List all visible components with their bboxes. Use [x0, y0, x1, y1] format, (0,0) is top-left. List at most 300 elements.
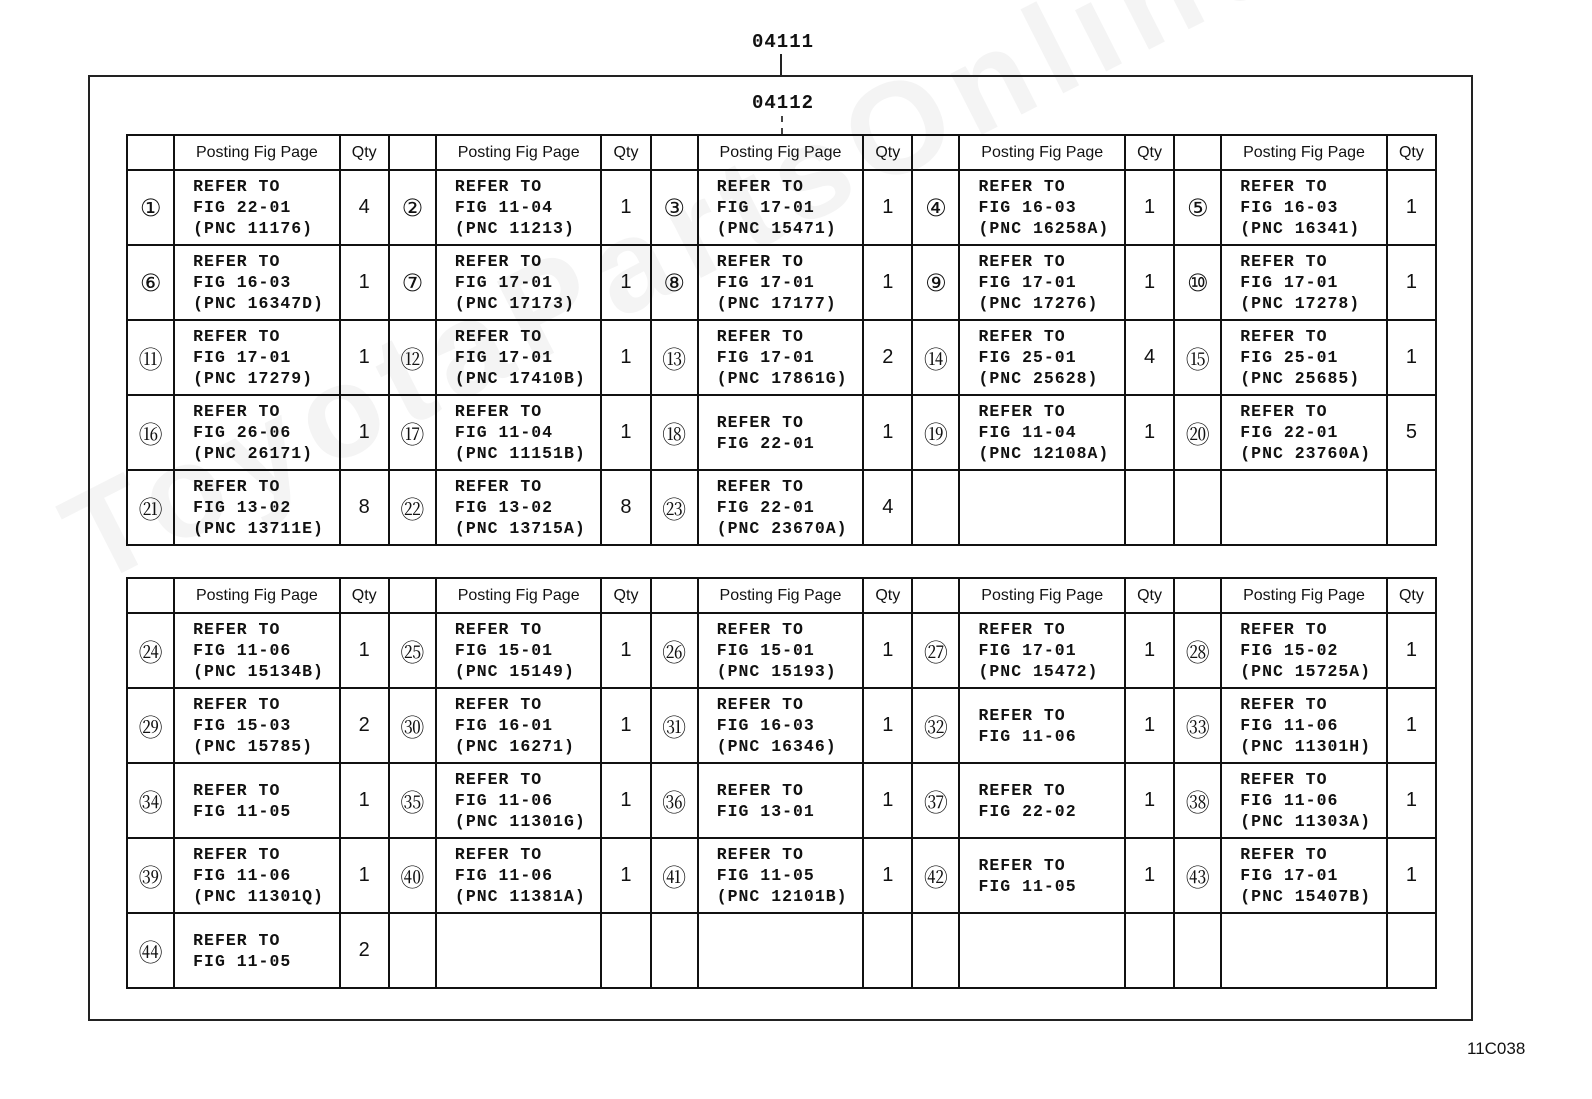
table-row — [127, 245, 1436, 320]
quantity: 8 — [601, 470, 650, 545]
header-item-number — [912, 135, 959, 170]
posting-reference — [436, 320, 602, 395]
reference-line: REFER TO — [454, 477, 543, 496]
item-number: ⑤ — [1174, 170, 1221, 245]
reference-line: FIG 13-02 — [193, 498, 292, 517]
reference-line: REFER TO — [1240, 770, 1328, 789]
reference-line: FIG 17-01 — [978, 641, 1077, 660]
header-item-number — [912, 578, 959, 613]
reference-line: REFER TO — [978, 855, 1066, 875]
quantity: 1 — [601, 688, 650, 763]
header-item-number — [389, 135, 436, 170]
quantity: 1 — [1387, 320, 1436, 395]
reference-line: REFER TO — [1240, 327, 1328, 346]
reference-line: FIG 16-03 — [716, 716, 815, 735]
posting-reference — [698, 320, 864, 395]
reference-line: (PNC 11301H) — [1240, 737, 1372, 756]
posting-reference — [436, 470, 602, 545]
posting-reference — [1221, 395, 1387, 470]
quantity: 1 — [1125, 613, 1174, 688]
quantity: 4 — [1125, 320, 1174, 395]
posting-reference — [436, 688, 602, 763]
quantity: 1 — [863, 763, 912, 838]
item-number: ㉛ — [651, 688, 698, 763]
reference-line: (PNC 11176) — [193, 219, 314, 238]
reference-line: (PNC 15149) — [454, 662, 575, 681]
posting-reference — [698, 763, 864, 838]
reference-line: (PNC 11301G) — [454, 812, 586, 831]
reference-line: FIG 11-06 — [1240, 791, 1339, 810]
reference-line: REFER TO — [978, 620, 1066, 639]
quantity: 1 — [601, 245, 650, 320]
posting-reference — [959, 688, 1125, 763]
reference-line: REFER TO — [454, 845, 543, 864]
item-number: ㉘ — [1174, 613, 1221, 688]
header-posting-fig-page: Posting Fig Page — [174, 135, 340, 170]
reference-line: REFER TO — [193, 780, 281, 800]
item-number: ⑧ — [651, 245, 698, 320]
posting-reference — [436, 170, 602, 245]
reference-line: (PNC 17177) — [716, 294, 837, 313]
reference-line: FIG 13-01 — [716, 801, 815, 821]
table-header-row — [127, 578, 1436, 613]
reference-line: FIG 16-03 — [193, 273, 292, 292]
table-row — [127, 838, 1436, 913]
header-qty: Qty — [601, 135, 650, 170]
header-item-number — [389, 578, 436, 613]
quantity: 1 — [1387, 838, 1436, 913]
reference-line: (PNC 13711E) — [193, 519, 324, 538]
item-number: ⑳ — [1174, 395, 1221, 470]
header-item-number — [127, 135, 174, 170]
item-number: ⑮ — [1174, 320, 1221, 395]
quantity: 1 — [601, 170, 650, 245]
reference-line: (PNC 15785) — [193, 737, 314, 756]
item-number: ㉓ — [651, 470, 698, 545]
reference-line: FIG 22-01 — [1240, 423, 1339, 442]
item-number: ㊴ — [127, 838, 174, 913]
reference-line: REFER TO — [978, 780, 1066, 800]
quantity: 1 — [1387, 763, 1436, 838]
reference-line: FIG 22-02 — [978, 801, 1077, 821]
posting-reference — [959, 838, 1125, 913]
reference-line: REFER TO — [454, 770, 543, 789]
quantity: 1 — [863, 245, 912, 320]
posting-reference — [698, 688, 864, 763]
posting-reference — [1221, 613, 1387, 688]
table-row — [127, 470, 1436, 545]
posting-reference — [959, 395, 1125, 470]
posting-reference — [698, 395, 864, 470]
reference-line: REFER TO — [193, 620, 281, 639]
reference-line: FIG 11-06 — [454, 866, 554, 885]
reference-line: FIG 13-02 — [454, 498, 554, 517]
item-number: ㉞ — [127, 763, 174, 838]
quantity: 1 — [601, 838, 650, 913]
item-number: ㉖ — [651, 613, 698, 688]
item-number: ㊲ — [912, 763, 959, 838]
reference-line: (PNC 16271) — [454, 737, 575, 756]
quantity — [1387, 470, 1436, 545]
header-qty: Qty — [1387, 135, 1436, 170]
reference-line: (PNC 11303A) — [1240, 812, 1372, 831]
reference-line: REFER TO — [1240, 252, 1328, 271]
quantity: 1 — [1387, 688, 1436, 763]
item-number: ⑩ — [1174, 245, 1221, 320]
header-posting-fig-page: Posting Fig Page — [174, 578, 340, 613]
reference-line: REFER TO — [978, 705, 1066, 725]
posting-reference — [698, 470, 864, 545]
header-posting-fig-page: Posting Fig Page — [959, 135, 1125, 170]
reference-line: FIG 11-05 — [716, 866, 815, 885]
reference-line: (PNC 11213) — [454, 219, 575, 238]
item-number: ㊶ — [651, 838, 698, 913]
reference-line: REFER TO — [193, 327, 281, 346]
reference-line: (PNC 17276) — [978, 294, 1099, 313]
header-posting-fig-page: Posting Fig Page — [1221, 578, 1387, 613]
quantity: 1 — [1125, 170, 1174, 245]
reference-line: (PNC 17861G) — [716, 369, 848, 388]
posting-reference — [1221, 320, 1387, 395]
item-number: ⑰ — [389, 395, 436, 470]
reference-line: REFER TO — [716, 780, 804, 800]
table-header-row — [127, 135, 1436, 170]
item-number: ㊸ — [1174, 838, 1221, 913]
header-posting-fig-page: Posting Fig Page — [698, 135, 864, 170]
quantity: 2 — [340, 913, 389, 988]
header-posting-fig-page: Posting Fig Page — [1221, 135, 1387, 170]
item-number — [651, 913, 698, 988]
reference-line: FIG 17-01 — [978, 273, 1077, 292]
reference-line: FIG 16-03 — [978, 198, 1077, 217]
posting-reference — [436, 763, 602, 838]
reference-line: REFER TO — [454, 252, 543, 271]
item-number: ㉜ — [912, 688, 959, 763]
reference-line: (PNC 11301Q) — [193, 887, 324, 906]
reference-line: REFER TO — [978, 327, 1066, 346]
reference-line: FIG 22-01 — [193, 198, 292, 217]
reference-line: FIG 17-01 — [454, 348, 554, 367]
item-number: ⑱ — [651, 395, 698, 470]
quantity: 1 — [601, 395, 650, 470]
reference-line: (PNC 17410B) — [454, 369, 586, 388]
reference-line: (PNC 11151B) — [454, 444, 586, 463]
reference-line: REFER TO — [454, 402, 543, 421]
reference-line: FIG 25-01 — [1240, 348, 1339, 367]
posting-reference — [436, 613, 602, 688]
reference-line: REFER TO — [716, 620, 804, 639]
item-number: ⑭ — [912, 320, 959, 395]
parts-reference-table-1 — [126, 134, 1437, 546]
posting-reference — [174, 613, 340, 688]
quantity: 1 — [601, 763, 650, 838]
posting-reference — [959, 470, 1125, 545]
reference-line: REFER TO — [1240, 620, 1328, 639]
item-number: ㉑ — [127, 470, 174, 545]
reference-line: FIG 17-01 — [716, 198, 815, 217]
posting-reference — [698, 245, 864, 320]
quantity: 1 — [863, 838, 912, 913]
quantity: 1 — [1387, 170, 1436, 245]
posting-reference — [436, 913, 602, 988]
item-number: ㊷ — [912, 838, 959, 913]
quantity — [1387, 913, 1436, 988]
header-posting-fig-page: Posting Fig Page — [698, 578, 864, 613]
item-number: ② — [389, 170, 436, 245]
reference-line: FIG 11-06 — [193, 641, 292, 660]
reference-line: FIG 15-02 — [1240, 641, 1339, 660]
item-number — [912, 913, 959, 988]
quantity: 5 — [1387, 395, 1436, 470]
reference-line: FIG 11-04 — [978, 423, 1077, 442]
reference-line: REFER TO — [1240, 695, 1328, 714]
quantity: 1 — [340, 763, 389, 838]
item-number: ㉙ — [127, 688, 174, 763]
quantity — [1125, 470, 1174, 545]
header-qty: Qty — [1125, 135, 1174, 170]
quantity: 1 — [340, 320, 389, 395]
header-posting-fig-page: Posting Fig Page — [959, 578, 1125, 613]
table-row — [127, 763, 1436, 838]
quantity: 1 — [340, 838, 389, 913]
reference-line: REFER TO — [193, 695, 281, 714]
reference-line: (PNC 12108A) — [978, 444, 1110, 463]
posting-reference — [698, 170, 864, 245]
header-item-number — [127, 578, 174, 613]
table-row — [127, 913, 1436, 988]
item-number: ㊹ — [127, 913, 174, 988]
header-posting-fig-page: Posting Fig Page — [436, 578, 602, 613]
reference-line: REFER TO — [978, 252, 1066, 271]
posting-reference — [1221, 763, 1387, 838]
posting-reference — [1221, 688, 1387, 763]
item-number: ㉗ — [912, 613, 959, 688]
reference-line: REFER TO — [716, 252, 804, 271]
item-number — [1174, 470, 1221, 545]
reference-line: (PNC 17279) — [193, 369, 314, 388]
reference-line: (PNC 25628) — [978, 369, 1099, 388]
reference-line: FIG 26-06 — [193, 423, 292, 442]
item-number: ① — [127, 170, 174, 245]
reference-line: FIG 11-06 — [454, 791, 554, 810]
header-qty: Qty — [340, 135, 389, 170]
item-number: ㊳ — [1174, 763, 1221, 838]
quantity: 1 — [863, 613, 912, 688]
reference-line: REFER TO — [193, 477, 281, 496]
quantity — [863, 913, 912, 988]
reference-line: FIG 11-04 — [454, 198, 554, 217]
reference-line: (PNC 26171) — [193, 444, 314, 463]
reference-line: REFER TO — [1240, 177, 1328, 196]
posting-reference — [959, 613, 1125, 688]
item-number: ㉝ — [1174, 688, 1221, 763]
reference-line: REFER TO — [716, 845, 804, 864]
quantity: 1 — [863, 170, 912, 245]
reference-line: FIG 17-01 — [454, 273, 554, 292]
item-number: ㉚ — [389, 688, 436, 763]
reference-line: FIG 15-03 — [193, 716, 292, 735]
posting-reference — [1221, 245, 1387, 320]
item-number: ⑬ — [651, 320, 698, 395]
posting-reference — [174, 245, 340, 320]
table-row — [127, 320, 1436, 395]
item-number — [1174, 913, 1221, 988]
reference-line: REFER TO — [454, 620, 543, 639]
reference-line: (PNC 15472) — [978, 662, 1099, 681]
posting-reference — [436, 838, 602, 913]
header-qty: Qty — [1125, 578, 1174, 613]
posting-reference — [436, 395, 602, 470]
reference-line: FIG 11-05 — [978, 876, 1077, 896]
posting-reference — [436, 245, 602, 320]
header-qty: Qty — [340, 578, 389, 613]
quantity — [601, 913, 650, 988]
reference-line: (PNC 16346) — [716, 737, 837, 756]
reference-line: (PNC 15471) — [716, 219, 837, 238]
item-number: ④ — [912, 170, 959, 245]
item-number: ㊱ — [651, 763, 698, 838]
reference-line: REFER TO — [193, 930, 281, 950]
posting-reference — [174, 763, 340, 838]
reference-line: FIG 17-01 — [716, 273, 815, 292]
quantity: 2 — [863, 320, 912, 395]
reference-line: (PNC 15134B) — [193, 662, 324, 681]
posting-reference — [959, 913, 1125, 988]
reference-line: (PNC 17173) — [454, 294, 575, 313]
reference-line: (PNC 25685) — [1240, 369, 1361, 388]
reference-line: REFER TO — [454, 327, 543, 346]
reference-line: FIG 11-05 — [193, 801, 292, 821]
quantity: 1 — [1125, 838, 1174, 913]
header-posting-fig-page: Posting Fig Page — [436, 135, 602, 170]
table-row — [127, 688, 1436, 763]
reference-line: REFER TO — [716, 412, 804, 432]
reference-line: FIG 15-01 — [454, 641, 554, 660]
reference-line: REFER TO — [193, 402, 281, 421]
quantity: 1 — [1387, 613, 1436, 688]
reference-line: (PNC 17278) — [1240, 294, 1361, 313]
posting-reference — [174, 395, 340, 470]
reference-line: FIG 16-03 — [1240, 198, 1339, 217]
quantity: 1 — [1125, 395, 1174, 470]
reference-line: (PNC 15725A) — [1240, 662, 1372, 681]
header-qty: Qty — [601, 578, 650, 613]
subassembly-code-label: 04112 — [752, 92, 815, 114]
leader-line-dashed — [781, 116, 783, 134]
reference-line: FIG 17-01 — [193, 348, 292, 367]
posting-reference — [698, 838, 864, 913]
reference-line: (PNC 15407B) — [1240, 887, 1372, 906]
reference-line: FIG 16-01 — [454, 716, 554, 735]
posting-reference — [1221, 170, 1387, 245]
reference-line: REFER TO — [193, 177, 281, 196]
quantity — [1125, 913, 1174, 988]
item-number: ⑥ — [127, 245, 174, 320]
reference-line: REFER TO — [1240, 845, 1328, 864]
reference-line: REFER TO — [716, 327, 804, 346]
reference-line: REFER TO — [454, 177, 543, 196]
item-number: ㉒ — [389, 470, 436, 545]
header-qty: Qty — [1387, 578, 1436, 613]
item-number: ⑦ — [389, 245, 436, 320]
quantity: 1 — [1125, 245, 1174, 320]
reference-line: (PNC 16341) — [1240, 219, 1361, 238]
reference-line: REFER TO — [716, 477, 804, 496]
reference-line: (PNC 11381A) — [454, 887, 586, 906]
quantity: 1 — [340, 245, 389, 320]
quantity: 4 — [863, 470, 912, 545]
header-item-number — [1174, 135, 1221, 170]
posting-reference — [1221, 913, 1387, 988]
reference-line: FIG 11-06 — [978, 726, 1077, 746]
reference-line: FIG 17-01 — [1240, 866, 1339, 885]
posting-reference — [174, 170, 340, 245]
posting-reference — [1221, 838, 1387, 913]
reference-line: (PNC 16258A) — [978, 219, 1110, 238]
quantity: 2 — [340, 688, 389, 763]
item-number: ㊵ — [389, 838, 436, 913]
reference-line: (PNC 13715A) — [454, 519, 586, 538]
posting-reference — [1221, 470, 1387, 545]
reference-line: REFER TO — [193, 252, 281, 271]
assembly-code-label: 04111 — [752, 31, 815, 53]
quantity: 1 — [601, 613, 650, 688]
reference-line: REFER TO — [716, 695, 804, 714]
header-item-number — [1174, 578, 1221, 613]
reference-line: FIG 11-04 — [454, 423, 554, 442]
item-number: ㉔ — [127, 613, 174, 688]
table-row — [127, 395, 1436, 470]
table-row — [127, 170, 1436, 245]
item-number: ⑲ — [912, 395, 959, 470]
reference-line: REFER TO — [978, 402, 1066, 421]
reference-line: FIG 11-06 — [193, 866, 292, 885]
quantity: 4 — [340, 170, 389, 245]
reference-line: REFER TO — [193, 845, 281, 864]
table-row — [127, 613, 1436, 688]
posting-reference — [174, 838, 340, 913]
posting-reference — [174, 913, 340, 988]
reference-line: (PNC 12101B) — [716, 887, 848, 906]
quantity: 1 — [340, 613, 389, 688]
header-item-number — [651, 135, 698, 170]
reference-line: FIG 11-05 — [193, 951, 292, 971]
reference-line: (PNC 16347D) — [193, 294, 324, 313]
reference-line: REFER TO — [716, 177, 804, 196]
reference-line: FIG 22-01 — [716, 433, 815, 453]
item-number: ⑯ — [127, 395, 174, 470]
item-number: ⑪ — [127, 320, 174, 395]
quantity: 1 — [863, 395, 912, 470]
posting-reference — [174, 688, 340, 763]
reference-line: (PNC 23760A) — [1240, 444, 1372, 463]
header-qty: Qty — [863, 135, 912, 170]
reference-line: REFER TO — [1240, 402, 1328, 421]
quantity: 1 — [601, 320, 650, 395]
item-number: ⑫ — [389, 320, 436, 395]
quantity: 1 — [1387, 245, 1436, 320]
header-item-number — [651, 578, 698, 613]
quantity: 8 — [340, 470, 389, 545]
posting-reference — [698, 913, 864, 988]
posting-reference — [174, 320, 340, 395]
item-number: ㉟ — [389, 763, 436, 838]
posting-reference — [959, 170, 1125, 245]
reference-line: REFER TO — [454, 695, 543, 714]
header-qty: Qty — [863, 578, 912, 613]
parts-reference-table-2 — [126, 577, 1437, 989]
item-number — [912, 470, 959, 545]
